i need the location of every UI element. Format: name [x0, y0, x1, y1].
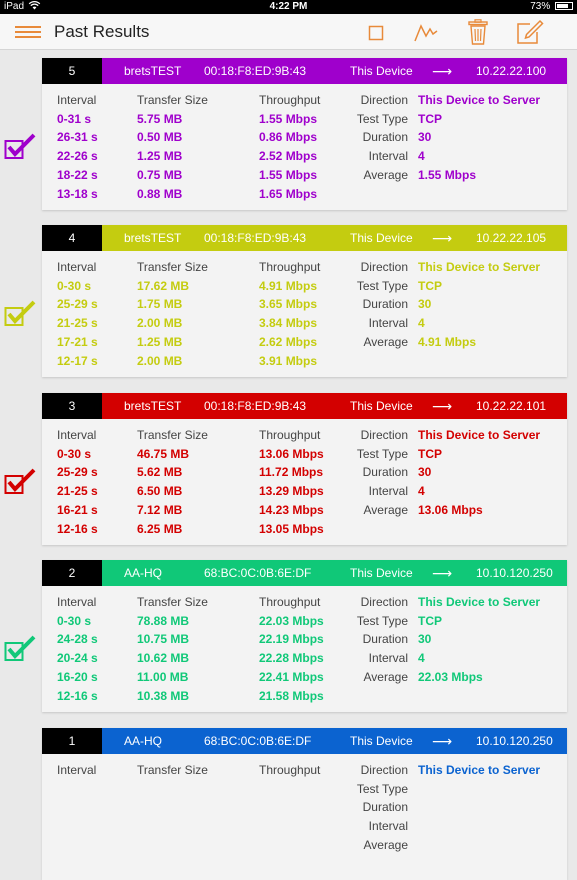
result-mac: 00:18:F8:ED:9B:43	[204, 399, 307, 413]
result-ip: 10.22.22.105	[476, 231, 547, 245]
test-type-value: TCP	[418, 446, 442, 461]
result-device-label: This Device	[350, 64, 413, 78]
duration-label: Duration	[362, 800, 408, 815]
checkmark-icon	[4, 468, 36, 496]
average-value	[418, 836, 540, 855]
transfer-size-column-value: 1.25 MB	[137, 334, 183, 349]
interval-column	[57, 91, 98, 203]
transfer-size-column	[137, 426, 208, 538]
result-mac: 00:18:F8:ED:9B:43	[204, 64, 307, 78]
test-type-label: Test Type	[356, 613, 408, 628]
interval-column-value: 21-25 s	[57, 484, 98, 499]
detail-labels	[342, 258, 408, 352]
transfer-size-column-value: 1.75 MB	[137, 297, 183, 312]
result-checkbox[interactable]	[4, 133, 36, 161]
menu-icon[interactable]	[15, 26, 41, 38]
throughput-column-value: 22.28 Mbps	[259, 651, 324, 666]
throughput-column-value: 22.03 Mbps	[259, 613, 324, 628]
result-device-label: This Device	[350, 231, 413, 245]
transfer-size-column-value: 5.75 MB	[137, 111, 183, 126]
test-type-label: Test Type	[356, 781, 408, 796]
direction-label: Direction	[360, 93, 408, 107]
result-device-name: bretsTEST	[124, 231, 182, 245]
interval-column-value: 0-31 s	[57, 111, 92, 126]
average-value: 22.03 Mbps	[418, 669, 483, 684]
interval-column-value: 25-29 s	[57, 465, 98, 480]
duration-value: 30	[418, 130, 432, 145]
interval-column-value: 16-21 s	[57, 502, 98, 517]
test-type-label: Test Type	[356, 111, 408, 126]
result-header	[42, 58, 567, 84]
transfer-size-column	[137, 593, 208, 705]
result-mac: 68:BC:0C:0B:6E:DF	[204, 566, 312, 580]
direction-value: This Device to Server	[418, 260, 541, 274]
detail-values	[418, 593, 540, 687]
interval-column-value: 12-16 s	[57, 521, 98, 536]
interval-column-value: 22-26 s	[57, 149, 98, 164]
detail-labels	[342, 91, 408, 185]
result-number: 4	[42, 225, 102, 251]
test-type-value: TCP	[418, 613, 442, 628]
interval-setting-label: Interval	[368, 651, 408, 666]
result-mac: 00:18:F8:ED:9B:43	[204, 231, 307, 245]
battery-percent: 73%	[530, 1, 551, 12]
test-type-label: Test Type	[356, 278, 408, 293]
transfer-size-column-value: 1.25 MB	[137, 149, 183, 164]
result-device-label: This Device	[350, 566, 413, 580]
detail-labels	[342, 761, 408, 855]
throughput-column	[259, 761, 320, 780]
detail-labels	[342, 593, 408, 687]
average-label: Average	[363, 837, 408, 852]
transfer-size-column-label: Transfer Size	[137, 428, 208, 442]
transfer-size-column	[137, 258, 208, 370]
interval-column-value: 21-25 s	[57, 316, 98, 331]
result-device-label: This Device	[350, 399, 413, 413]
transfer-size-column-value: 0.75 MB	[137, 167, 183, 182]
interval-column-value: 13-18 s	[57, 186, 98, 201]
trash-icon[interactable]	[467, 19, 489, 43]
interval-setting-value: 4	[418, 651, 425, 666]
throughput-column-value: 1.55 Mbps	[259, 167, 318, 182]
transfer-size-column-label: Transfer Size	[137, 260, 208, 274]
throughput-column-value: 14.23 Mbps	[259, 502, 324, 517]
test-type-value: TCP	[418, 278, 442, 293]
result-number: 3	[42, 393, 102, 419]
interval-column-value: 12-16 s	[57, 688, 98, 703]
direction-label: Direction	[360, 428, 408, 442]
interval-column-value: 25-29 s	[57, 297, 98, 312]
graph-icon[interactable]	[413, 20, 439, 44]
throughput-column-value: 13.06 Mbps	[259, 446, 324, 461]
throughput-column-label: Throughput	[259, 428, 321, 442]
throughput-column-value: 1.65 Mbps	[259, 186, 318, 201]
interval-column-label: Interval	[57, 428, 97, 442]
transfer-size-column-value: 6.25 MB	[137, 521, 183, 536]
result-header	[42, 225, 567, 251]
result-checkbox[interactable]	[4, 468, 36, 496]
throughput-column-value: 2.62 Mbps	[259, 334, 318, 349]
battery-icon	[555, 2, 573, 10]
result-card[interactable]	[42, 393, 567, 545]
duration-value: 30	[418, 297, 432, 312]
result-device-name: AA-HQ	[124, 734, 163, 748]
test-type-value: TCP	[418, 111, 442, 126]
detail-labels	[342, 426, 408, 520]
transfer-size-column-value: 10.75 MB	[137, 632, 190, 647]
throughput-column-value: 1.55 Mbps	[259, 111, 318, 126]
throughput-column-label: Throughput	[259, 93, 321, 107]
interval-column-value: 0-30 s	[57, 446, 92, 461]
transfer-size-column-value: 5.62 MB	[137, 465, 183, 480]
detail-values	[418, 258, 540, 352]
transfer-size-column-value: 10.62 MB	[137, 651, 190, 666]
detail-values	[418, 426, 540, 520]
throughput-column-value: 4.91 Mbps	[259, 278, 318, 293]
nav-bar	[0, 14, 577, 50]
direction-value: This Device to Server	[418, 428, 541, 442]
throughput-column-value: 21.58 Mbps	[259, 688, 324, 703]
result-device-name: bretsTEST	[124, 64, 182, 78]
throughput-column-value: 3.84 Mbps	[259, 316, 318, 331]
interval-setting-value: 4	[418, 484, 425, 499]
interval-column	[57, 426, 98, 538]
result-header	[42, 728, 567, 754]
direction-label: Direction	[360, 260, 408, 274]
duration-value	[418, 798, 540, 817]
test-type-label: Test Type	[356, 446, 408, 461]
result-ip: 10.22.22.100	[476, 64, 547, 78]
detail-values	[418, 761, 540, 855]
interval-column-value: 24-28 s	[57, 632, 98, 647]
throughput-column-label: Throughput	[259, 260, 321, 274]
interval-setting-label: Interval	[368, 819, 408, 834]
average-label: Average	[363, 167, 408, 182]
average-value: 1.55 Mbps	[418, 167, 477, 182]
result-card[interactable]	[42, 58, 567, 210]
transfer-size-column-value: 46.75 MB	[137, 446, 190, 461]
transfer-size-column-value: 17.62 MB	[137, 278, 190, 293]
duration-value: 30	[418, 632, 432, 647]
interval-column-label: Interval	[57, 260, 97, 274]
throughput-column-value: 2.52 Mbps	[259, 149, 318, 164]
duration-label: Duration	[362, 632, 408, 647]
result-header	[42, 560, 567, 586]
transfer-size-column-value: 7.12 MB	[137, 502, 183, 517]
interval-column-label: Interval	[57, 93, 97, 107]
transfer-size-column	[137, 91, 208, 203]
throughput-column-value: 13.29 Mbps	[259, 484, 324, 499]
result-card[interactable]	[42, 225, 567, 377]
arrow-right-icon: ⟶	[432, 565, 453, 581]
result-card[interactable]	[42, 560, 567, 712]
average-label: Average	[363, 502, 408, 517]
interval-setting-value: 4	[418, 149, 425, 164]
interval-column-label: Interval	[57, 763, 97, 777]
status-bar	[0, 0, 577, 14]
interval-setting-label: Interval	[368, 149, 408, 164]
average-value: 13.06 Mbps	[418, 502, 483, 517]
throughput-column	[259, 258, 320, 370]
result-number: 5	[42, 58, 102, 84]
transfer-size-column-label: Transfer Size	[137, 595, 208, 609]
detail-values	[418, 91, 540, 185]
transfer-size-column-value: 0.50 MB	[137, 130, 183, 145]
transfer-size-column-label: Transfer Size	[137, 763, 208, 777]
interval-column	[57, 761, 96, 780]
duration-label: Duration	[362, 465, 408, 480]
throughput-column-label: Throughput	[259, 763, 321, 777]
interval-column	[57, 593, 98, 705]
interval-setting-value: 4	[418, 316, 425, 331]
throughput-column-label: Throughput	[259, 595, 321, 609]
result-number: 2	[42, 560, 102, 586]
direction-value: This Device to Server	[418, 93, 541, 107]
interval-column-value: 0-30 s	[57, 613, 92, 628]
result-ip: 10.22.22.101	[476, 399, 547, 413]
select-icon[interactable]	[368, 25, 384, 49]
result-mac: 68:BC:0C:0B:6E:DF	[204, 734, 312, 748]
throughput-column-value: 22.19 Mbps	[259, 632, 324, 647]
throughput-column-value: 11.72 Mbps	[259, 465, 324, 480]
result-device-name: bretsTEST	[124, 399, 182, 413]
arrow-right-icon: ⟶	[432, 733, 453, 749]
page-title: Past Results	[54, 22, 150, 41]
throughput-column-value: 13.05 Mbps	[259, 521, 324, 536]
interval-column-label: Interval	[57, 595, 97, 609]
interval-setting-label: Interval	[368, 484, 408, 499]
interval-column-value: 16-20 s	[57, 669, 98, 684]
throughput-column	[259, 426, 324, 538]
interval-column-value: 18-22 s	[57, 167, 98, 182]
result-device-label: This Device	[350, 734, 413, 748]
direction-label: Direction	[360, 595, 408, 609]
result-ip: 10.10.120.250	[476, 734, 553, 748]
transfer-size-column-value: 2.00 MB	[137, 353, 183, 368]
checkmark-icon	[4, 133, 36, 161]
interval-setting-value	[418, 817, 540, 836]
duration-value: 30	[418, 465, 432, 480]
transfer-size-column-value: 78.88 MB	[137, 613, 190, 628]
transfer-size-column-value: 10.38 MB	[137, 688, 190, 703]
interval-column-value: 17-21 s	[57, 334, 98, 349]
throughput-column-value: 3.91 Mbps	[259, 353, 318, 368]
result-checkbox[interactable]	[4, 635, 36, 663]
throughput-column	[259, 593, 324, 705]
transfer-size-column-value: 6.50 MB	[137, 484, 183, 499]
device-name: iPad	[4, 1, 25, 12]
transfer-size-column-value: 2.00 MB	[137, 316, 183, 331]
transfer-size-column	[137, 761, 208, 780]
result-header	[42, 393, 567, 419]
transfer-size-column-value: 0.88 MB	[137, 186, 183, 201]
average-label: Average	[363, 334, 408, 349]
direction-label: Direction	[360, 763, 408, 777]
checkmark-icon	[4, 635, 36, 663]
result-device-name: AA-HQ	[124, 566, 163, 580]
edit-icon[interactable]	[516, 19, 544, 43]
throughput-column-value: 3.65 Mbps	[259, 297, 318, 312]
direction-value: This Device to Server	[418, 763, 541, 777]
throughput-column-value: 0.86 Mbps	[259, 130, 318, 145]
duration-label: Duration	[362, 297, 408, 312]
clock: 4:22 PM	[269, 1, 308, 12]
duration-label: Duration	[362, 130, 408, 145]
interval-column-value: 0-30 s	[57, 278, 92, 293]
test-type-value	[418, 780, 540, 799]
interval-setting-label: Interval	[368, 316, 408, 331]
result-checkbox[interactable]	[4, 300, 36, 328]
checkmark-icon	[4, 300, 36, 328]
interval-column-value: 26-31 s	[57, 130, 98, 145]
result-card[interactable]	[42, 728, 567, 880]
direction-value: This Device to Server	[418, 595, 541, 609]
transfer-size-column-value: 11.00 MB	[137, 669, 189, 684]
average-label: Average	[363, 669, 408, 684]
arrow-right-icon: ⟶	[432, 398, 453, 414]
arrow-right-icon: ⟶	[432, 63, 453, 79]
transfer-size-column-label: Transfer Size	[137, 93, 208, 107]
average-value: 4.91 Mbps	[418, 334, 477, 349]
interval-column	[57, 258, 98, 370]
result-ip: 10.10.120.250	[476, 566, 553, 580]
arrow-right-icon: ⟶	[432, 230, 453, 246]
throughput-column-value: 22.41 Mbps	[259, 669, 324, 684]
result-number: 1	[42, 728, 102, 754]
interval-column-value: 20-24 s	[57, 651, 98, 666]
interval-column-value: 12-17 s	[57, 353, 98, 368]
throughput-column	[259, 91, 320, 203]
